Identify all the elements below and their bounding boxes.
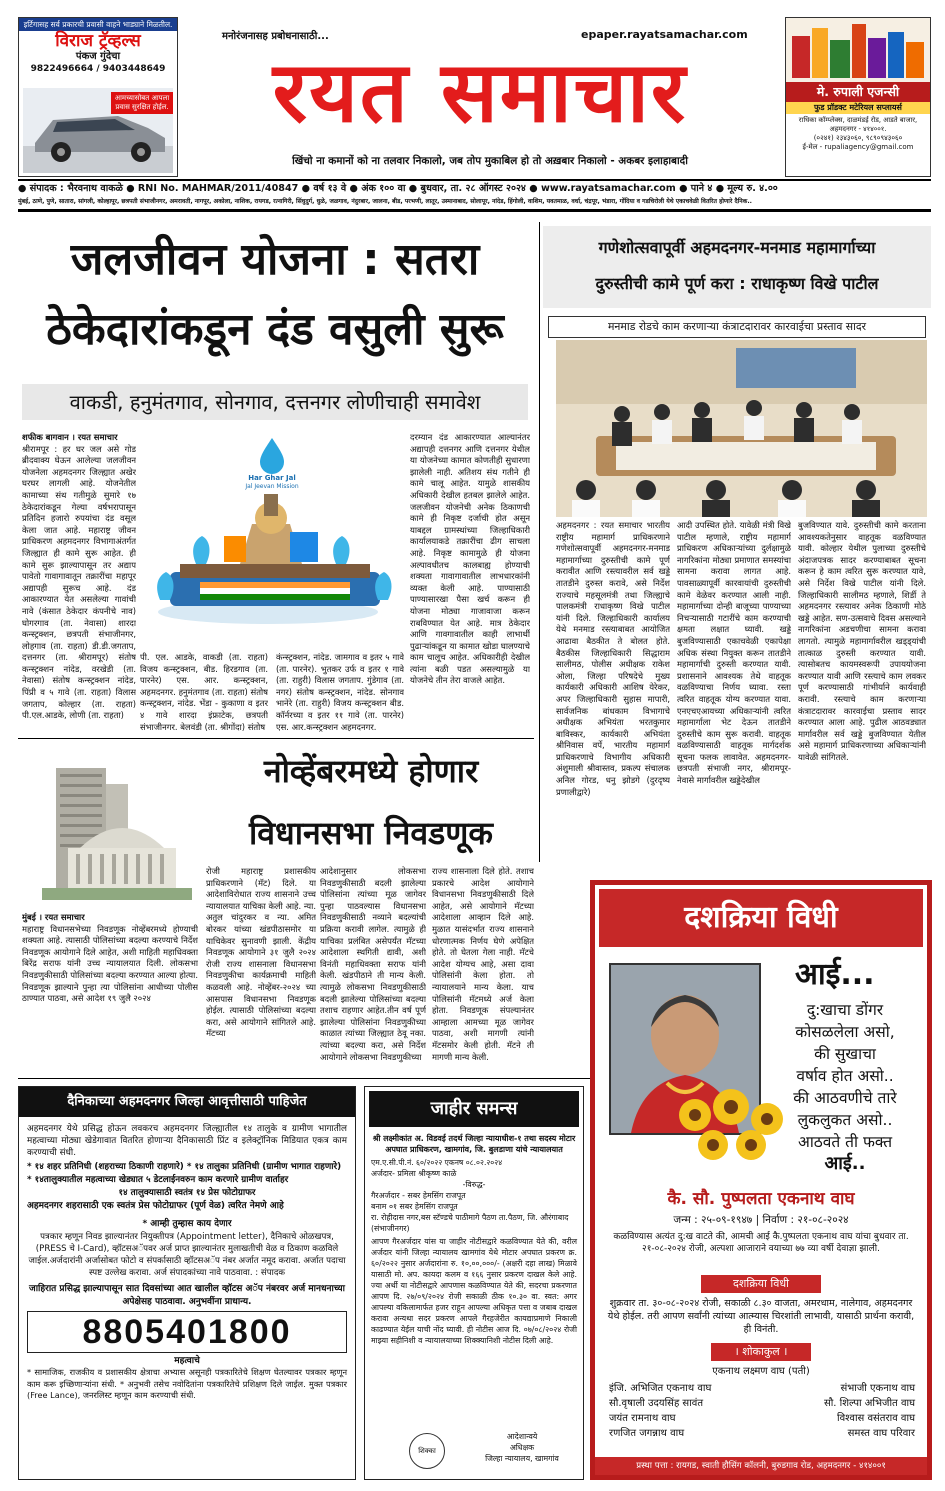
har-ghar-jal-logo: Har Ghar Jal — [248, 474, 296, 482]
product-image — [786, 18, 930, 82]
jal-jeevan-mission-label: Jal Jeevan Mission — [245, 483, 299, 490]
family-head: एकनाथ लक्ष्मण वाघ (पती) — [712, 1366, 810, 1377]
shokakul-label: । शोकाकुल । — [711, 1343, 811, 1361]
story1-text-col2a: पी. एल. आडके, वाकडी (ता. राहता) विजय कन्स्ट्रक्शन, बीड. हिरडगाव (ता. पारनेर) एस. आर. कन्स्ट्रक्शन, अहमदनगर. हनुमंतगाव (ता. राहता) संतोष कन्स्ट्रक्शन, नांदेड. भेंडा - कुकाणा व इतर ४ गावे शारदा इंफ्राटेक, छत्रपती संभाजीनगर. बेलवंडी (ता. श्रीगोंदा) संतोष — [140, 652, 268, 732]
summons-body: आपण गैरअर्जदार यांस या जाहीर नोटीसद्वारे कळविण्यात येते की, वरील अर्जदार यांनी जिल्हा न्यायालय खामगांव येथे मोटार अपघात प्रकरण क्र. ६०/२०२२ नुसार अर्जदारांना रु. १०,००,०००/- (अक्षरी दहा लाख) मिळावे यासाठी मो. अप. कायदा कलम व १६६ नुसार प्रकरण दाखल केले आहे. ज्या अर्थी या नोटीसद्वारे आपणास कळविण्यात येते की, सदरचा प्रकरणात आपण दि. २७/०९/२०२४ रोजी सकाळी ठीक १०.३० वा. स्वत: अगर आपल्या वकिलामार्फत हजर राहून आपल्या अधिकृत पत्ता व जबाब दाखल करावा अन्यथा सदर प्रकरण आपले गैरहजेरीत कायद्याप्रमाणे निकाली काढण्यात येईल याची नोंद घ्यावी. ही नोटीस आज दि. ०७/०८/२०२४ रोजी माझ्या सहीनिशी व न्यायालयाच्या शिक्क्यानिशी नोटीस दिली आहे. — [371, 1237, 577, 1345]
court-seal-label: शिक्का — [418, 1446, 436, 1455]
story1-subhead: वाकडी, हनुमंतगाव, सोनगाव, दत्तनगर लोणीचाही समावेश — [22, 384, 528, 420]
newspaper-title: रयत समाचार — [272, 43, 688, 141]
story3-headline-line2: विधानसभा निवडणूक — [248, 814, 494, 852]
story3-byline: मुंबई । रयत समाचार — [22, 912, 85, 922]
summons-address: रा. रोहीदास नगर,बस स्टॅण्डचे पाठीमागे पैठण ता.पैठण, जि. औरंगाबाद (संभाजीनगर) — [371, 1213, 569, 1233]
family-member: इंजि. अभिजित एकनाथ वाघ — [609, 1383, 712, 1394]
summons-title: जाहीर समन्स — [369, 1091, 579, 1127]
masthead-quote: खिंचो ना कमानों को ना तलवार निकालो, जब तोप मुकाबिल हो तो अख़बार निकालो - अकबर इलाहाबादी — [292, 155, 688, 167]
left-ad-name: विराज ट्रॅव्हल्स — [55, 31, 141, 51]
meeting-photo — [556, 340, 927, 517]
story3-text-col4: राज्य शासनाला दिले होते. तशाच प्रकारचे आदेश आयोगाने विधानसभा निवडणुकीसाठी दिले आहेत, असे आयोगाने मॅटच्या आदेशाला आव्हान दिले आहे. मुळात यासंदर्भात राज्य शासनाने धोरणात्मक निर्णय घेणे अपेक्षित होते. तो घेतला गेला नाही. मॅटचे आदेश योग्यच आहे, असा दावा पोलिसांनी केला होता. तो न्यायालयाने मान्य केला. याच पोलिसांनी मॅटमध्ये अर्ज केला होता. निवडणूक संपल्यानंतर आम्हाला आमच्या मूळ जागेवर पाठवा, अशी मागणी त्यांनी मॅटसमोर केली होती. मॅटने ती मागणी मान्य केली. — [432, 866, 534, 1062]
poem — [765, 999, 925, 1175]
right-ad-phones: (०२४१) २३४३०६०, ९८९०९४३०६० — [813, 134, 903, 142]
column-divider-right — [539, 222, 540, 862]
story2-subhead: मनमाड रोडचे काम करणाऱ्या कंत्राटदारावर कारवाईचा प्रस्ताव सादर — [548, 316, 926, 338]
story2-headline-box — [543, 226, 931, 308]
reporters-ad-line1: * १४ शहर प्रतिनिधी (शहराच्या ठिकाणी राहणारे) * १४ तालुका प्रतिनिधी (ग्रामीण भागात राहणारे) — [27, 1162, 342, 1172]
story3-text-col2: रोजी महाराष्ट्र प्रशासकीय प्राधिकरणाने (मॅट) दिले. या आदेशाविरोधात राज्य शासनाने उच्च न्यायालयात याचिका केली आहे. न्या. अतुल चांदुरकर व न्या. अमित बोरकर यांच्या खंडपीठासमोर या याचिकेवर सुनावणी झाली. केंद्रीय निवडणूक आयोगाने ३१ जुलै २०२४ रोजी राज्य शासनाला विधानसभा निवडणुकीचा कार्यक्रमाची माहिती कळवली आहे. नोव्हेंबर-२०२४ च्या आसपास विधानसभा निवडणूक होईल. त्यासाठी पोलिसांच्या बदल्या करा, असे आयोगाने सांगितले आहे. मॅटच्या — [206, 866, 316, 1039]
notice-intro: कळविण्यास अत्यंत दु:ख वाटते की, आमची आई कै.पुष्पलता एकनाथ वाघ यांचा बुधवार ता. २१-०८-२०२४ रोजी, अल्पशा आजाराने वयाच्या ७७ व्या वर्षी देवाज्ञा झाली. — [613, 1232, 909, 1254]
story2-text-col2: आदी उपस्थित होते. यावेळी मंत्री विखे पाटील म्हणाले, राष्ट्रीय महामार्ग प्राधिकरण अधिकाऱ्यांच्या दुर्लक्षामुळे नागरिकांना मोठ्या प्रमाणात समस्यांचा सामना करावा लागत आहे. पावसाळ्यापूर्वी कारवायांची दुरुस्तीची कामे वेळेवर करण्यात आली नाही. महामार्गाच्या दोन्ही बाजूच्या पाण्याच्या निचऱ्यासाठी गटारींचे काम करण्याची क्षमता लक्षात घ्यावी. खड्डे बुजविण्यासाठी एकाचवेळी एकापेक्षा अधिक संस्था नियुक्त करून तातडीने महामार्गाची दुरुस्ती करण्यात यावी. प्रशासनाने आवश्यक तेथे वाहतूक वळविण्याचा निर्णय घ्यावा. रस्ता त्वरित वाहतूक योग्य करण्यात यावा. एनएचएआयच्या अधिकाऱ्यांनी त्वरित महामार्गाला भेट देऊन तातडीने दुरुस्तीचे काम सुरू करावी. वाहतूक वळविण्यासाठी वाहतूक मार्गदर्शक सूचना फलक लावावेत. अहमदनगर-छत्रपती संभाजी नगर, श्रीरामपूर-नेवासे मार्गावरील खड्डेदेखील — [677, 520, 791, 786]
family-member: जयंत रामनाथ वाघ — [609, 1413, 676, 1424]
dashkriya-title: दशक्रिया विधी — [599, 889, 923, 947]
family-member: संभाजी एकनाथ वाघ — [840, 1383, 915, 1394]
jal-jeevan-image — [140, 432, 403, 647]
family-member: रणजित जगन्नाथ वाघ — [609, 1428, 685, 1439]
summons-vs: -विरुद्ध- — [462, 1180, 486, 1189]
reporters-ad-phone[interactable]: 8805401800 — [27, 1311, 347, 1353]
deceased-dates: जन्म : २५-०९-१९४७ | निर्वाण : २१-०८-२०२४ — [673, 1214, 849, 1226]
family-member: विश्वास वसंतराव वाघ — [837, 1413, 915, 1424]
reporters-ad-line3: १४ तालुक्यासाठी स्वतंत्र १४ प्रेस फोटोग्राफर — [118, 1188, 256, 1198]
summons-sign-line: जिल्हा न्यायालय, खामगांव — [485, 1454, 559, 1463]
summons-court: श्री लक्ष्मीकांत अ. विडवई तदर्थ जिल्हा न्यायाधीश-१ तथा सदस्य मोटार अपघात प्राधिकरण, खामगांव, जि. बुलडाणा यांचे न्यायालयात — [372, 1134, 576, 1154]
story2-text-col1: अहमदनगर : रयत समाचार भारतीय राष्ट्रीय महामार्ग प्राधिकरणाने गणेशोत्सवापूर्वी अहमदनगर-मनमाड महामार्गाच्या दुरुस्तीची कामे पूर्ण करावीत आणि रस्त्यावरील सर्व खड्डे तातडीने दुरुस्त करावे, असे निर्देश राज्याचे महसूलमंत्री तथा जिल्ह्याचे पालकमंत्री राधाकृष्ण विखे पाटील यांनी दिले. जिल्हाधिकारी कार्यालय येथे मनमाड रस्त्याबाबत आयोजित आढावा बैठकीत ते बोलत होते. बैठकीस जिल्हाधिकारी सिद्धाराम सालीमठ, पोलीस अधीक्षक राकेश ओला, जिल्हा परिषदेचे मुख्य कार्यकारी अधिकारी आशिष येरेकर, अपर जिल्हाधिकारी सुहास मापारी, सार्वजनिक बांधकाम विभागाचे अधीक्षक अभियंता भरतकुमार बाविस्कर, कार्यकारी अभियंता श्रीनिवास वर्पे, भारतीय महामार्ग प्राधिकरणाचे विभागीय अधिकारी अंशुमाली श्रीवास्तव, प्रकल्प संचालक अनिल गोरड, धनु झोडगे (दुरदृष्य प्रणालीद्वारे) — [556, 520, 670, 797]
story3-bottom-rule — [18, 1078, 596, 1079]
story1-text-col1: श्रीरामपूर : हर घर जल असे गोड ब्रीदवाक्य घेऊन आलेल्या जलजीवन योजनेला अहमदनगर जिल्ह्यात अखेर घरघर लागली आहे. योजनेतील कामाच्या संथ गतीमुळे सुमारे १७ ठेकेदारांकडून गेल्या वर्षभरापासून प्रतिदिन हजारो रुपयांचा दंड वसूल केला जात आहे. महाराष्ट्र जीवन प्राधिकरण अहमदनगर विभागाअंतर्गत जिल्ह्यात ही कामे सुरू आहेत. ही कामे सुरू झाल्यापासून तर अद्याप पावेतो गावागावातून तक्रारींचा महापूर अद्यापही सुरूच आहे. दंड आकारण्यात येत असलेल्या गावांची नावे (कंसात ठेकेदार कंपनीचे नाव) घोगरगाव (ता. नेवासा) शारदा कन्स्ट्रक्शन, छत्रपती संभाजीनगर, लोहगाव (ता. राहता) डी.डी.जगताप, दत्तनगर (ता. श्रीरामपूर) संतोष कन्स्ट्रक्शन नांदेड, वरखेडी (ता. नेवासा) संतोष कन्स्ट्रक्शन नांदेड, पिंप्री व ५ गावे (ता. राहता) विलास जगताप, कोल्हार (ता. राहता) पी.एल.आडके, लोणी (ता. राहता) — [22, 443, 136, 721]
reporters-ad-note: जाहिरात प्रसिद्ध झाल्यापासून सात दिवसांच्या आत खालील व्हॉटस अॅप नंबरवर अर्ज मानधनाच्या अपेक्षेसह पाठवावा. अनुभवींना प्राधान्य. — [29, 1284, 345, 1307]
left-ad-owner: पंकज गुंदेचा — [75, 51, 121, 62]
masthead-rule-top — [18, 179, 931, 181]
notice-address: प्रस्था पत्ता : रायगड, स्वाती हौसिंग कॉलनी, बुरुडगाव रोड, अहमदनगर - ४१४००१ — [595, 1457, 927, 1475]
poem-line: की आठवणीचे तारे — [793, 1089, 897, 1107]
story1-text-col3: दरम्यान दंड आकारण्यात आल्यानंतर अद्यापही दत्तनगर आणि दत्तनगर येथील या योजनेच्या कामात कोणतीही सुधारणा झालेली नाही. अतिशय संथ गतीने ही कामे चालू आहेत. यामुळे शासकीय अधिकारी देखील हतबल झालेले आहेत. जलजीवन योजनेची अनेक ठिकाणची कामे ही निकृष्ट दर्जाची होत असून याबद्दल ग्रामस्थांच्या जिल्हाधिकारी कार्यालयाकडे तक्रारींचा ढीग साचला आहे. निकृष्ट कामामुळे ही योजना अल्पावधीतच कालबाह्य होण्याची शक्यता गावागावातील लाभधारकांनी व्यक्त केली आहे. पाण्यासाठी पाण्यासारखा पैसा खर्च करून ही योजना मोठ्या गाजावाजा करून राबविण्यात येत आहे. मात्र ठेकेदार आणि गावगावातील काही लाभार्थी पुढाऱ्यांकडून या कामात खोडा घालण्याचे काम चालूच आहेत. अधिकारीही देखील त्यांना बळी पडत असल्यामुळे या योजनेचे तीन तेरा वाजले आहेत. — [410, 432, 530, 686]
summons-applicant: अर्जदार- प्रमिला श्रीकृष्ण काळे — [371, 1169, 457, 1178]
poem-line: कोसळलेला असो, — [795, 1023, 895, 1041]
story3-headline-line1: नोव्हेंबरमध्ये होणार — [263, 752, 479, 790]
dashkriya-notice — [590, 880, 932, 1480]
reporters-ad-important-label: महत्वाचे — [174, 1356, 200, 1366]
poem-line: की सुखाचा — [814, 1045, 876, 1063]
aai-heading: आई... — [795, 957, 875, 992]
poem-line: वर्षाव होत असो.. — [796, 1067, 894, 1085]
family-member: सौ.वृषाली उदयसिंह सावंत — [609, 1398, 704, 1409]
story1-text-col2b: कंन्स्ट्रक्शन, नांदेड. जामगाव व इतर ५ गावे (ता. पारनेर). भुतकर उर्फ व इतर १ गावे (ता. राहुरी) विलास जगताप. गुंडेगाव (ता. नगर) संतोष कन्स्ट्रक्शन, नांदेड. सोनगाव भानेरे (ता. राहुरी) विजय कन्स्ट्रक्शन बीड. कॉर्नरच्या व इतर ११ गावे (ता. पारनेर) एस. आर.कन्स्ट्रक्शन अहमदनगर. — [276, 652, 404, 732]
deceased-name: कै. सौ. पुष्पलता एकनाथ वाघ — [667, 1189, 855, 1209]
vidhi-text: शुक्रवार ता. ३०-०८-२०२४ रोजी, सकाळी ८.३० वाजता, अमरधाम, नालेगाव, अहमदनगर येथे होईल. तरी आपण सर्वांनी त्यांच्या आत्म्यास चिरशांती लाभावी, यासाठी प्रार्थना करावी, ही विनंती. — [607, 1298, 915, 1335]
reporters-ad-offer-title: * आम्ही तुम्हास काय देणार — [142, 1219, 232, 1229]
family-member: समस्त वाघ परिवार — [847, 1428, 915, 1439]
reporters-ad-intro: अहमदनगर येथे प्रसिद्ध होऊन लवकरच अहमदनगर जिल्ह्यातील १४ तालुके व ग्रामीण भागातील महत्वाच्या मोठ्या खेडेगावात वितरित होणाऱ्या दैनिकासाठी प्रिंट व इलेक्ट्रॉनिक मिडियात एकत्र काम करण्याची संधी. — [27, 1124, 347, 1158]
right-ad-name: मे. रुपाली एजन्सी — [786, 82, 930, 102]
summons-respondent: गैरअर्जदार - सबर हेमसिंग राजपूत — [371, 1191, 466, 1200]
summons-signature — [467, 1431, 577, 1464]
poem-line: लुकलुकत असो.. — [797, 1111, 893, 1129]
poem-line: दु:खाचा डोंगर — [806, 1001, 884, 1019]
story2-headline-line2: दुरुस्तीची कामे पूर्ण करा : राधाकृष्ण विखे पाटील — [595, 274, 879, 293]
left-ad-travels — [18, 17, 178, 177]
family-member: सौ. शिल्पा अभिजीत वाघ — [823, 1398, 915, 1409]
vidhi-label: दशक्रिया विधी — [701, 1275, 821, 1293]
right-ad-address: राधिका कॉम्प्लेक्स, दाळमंडई रोड, आडते बाजार, अहमदनगर - ४१४००१. — [798, 116, 918, 133]
info-bar: ● संपादक : भैरवनाथ वाकळे ● RNI No. MAHMAR/2011/40847 ● वर्ष १३ वे ● अंक १०० वा ● बुधवार, ता. २८ ऑगस्ट २०२४ ● www.rayatsamachar.com ● पाने ४ ● मूल्य रु. ४.०० — [18, 183, 778, 194]
reporters-ad-important: * सामाजिक, राजकीय व प्रशासकीय क्षेत्राचा अभ्यास असूनही पत्रकारितेचे शिक्षण घेतल्यावर पत्रकार म्हणून काम करू इच्छिणाऱ्यांना संधी. * अनुभवी तसेच नवोदितांना पत्रकारितेचे प्रशिक्षण दिले जाईल. मुक्त पत्रकार (Free Lance), जनरलिस्ट म्हणून काम करण्याची संधी. — [27, 1367, 347, 1400]
story1-headline-line2: ठेकेदारांकडून दंड वसुली सुरू — [46, 304, 504, 355]
story2-headline-line1: गणेशोत्सवापूर्वी अहमदनगर-मनमाड महामार्गाच्या — [598, 238, 876, 257]
poem-line: आई.. — [824, 1153, 866, 1174]
story1-headline-line1: जलजीवन योजना : सतरा — [70, 234, 480, 285]
summons-sign-line: आदेशान्वये — [506, 1432, 538, 1441]
reporters-wanted-ad — [18, 1086, 356, 1480]
distribution-cities: मुंबई, ठाणे, पुणे, सातारा, सांगली, कोल्हापूर, छत्रपती संभाजीनगर, अमरावती, नागपूर, अकोला, नाशिक, रायगड, रत्नागिरी, सिंधुदुर्ग, धुळे, जळगाव, नंदुरबार, जालना, बीड, परभणी, लातूर, उस्मानाबाद, सोलापूर, नांदेड, हिंगोली, वाशिम, यवतमाळ, वर्धा, चंद्रपूर, भंडारा, गोंदिया व गडचिरोली येथे एकाचवेळी वितरित होणारे दैनिक.. — [18, 198, 752, 205]
epaper-link[interactable]: epaper.rayatsamachar.com — [581, 28, 748, 41]
summons-to: बनाम ०१ सबर हेमसिंग राजपूत — [371, 1202, 458, 1211]
left-ad-phones: 9822496664 / 9403448649 — [30, 64, 166, 74]
story1-bottom-rule — [18, 738, 534, 739]
reporters-ad-offer: पत्रकार म्हणून निवड झाल्यानंतर नियुक्तीपत्र (Appointment letter), दैनिकाचे ओळखपत्र, (PRESS चे I-Card), व्हॉटसअॅपवर अर्ज प्राप्त झाल्यानंतर मुलाखतीची वेळ व ठिकाण कळविले जाईल.अर्जदारांनी अर्जासोबत फोटो व संपर्कासाठी व्हॉटसअॅप नंबर अर्जात नमूद करावा. अर्जात पदाचा स्पष्ट उल्लेख करावा. अर्ज संपादकांच्या नावे पाठवावा. : संपादक — [28, 1232, 346, 1278]
public-summons — [364, 1086, 584, 1480]
reporters-ad-line2: * १४तालुक्यातील महत्वाच्या खेड्यात ५ डेटलाईनवरुन काम करणारे ग्रामीण वार्ताहर — [27, 1175, 289, 1185]
right-ad-email: ई-मेल - rupaliagency@gmail.com — [802, 143, 914, 151]
summons-sign-line: अधिक्षक — [509, 1443, 535, 1452]
summons-case: एम.ए.सी.पी.नं. ६०/२०२२ एकनष ०८.०२.२०२४ — [371, 1158, 503, 1167]
right-ad-subtitle: फुड प्रॉडक्ट मटेरियल सप्लायर्स — [786, 102, 930, 114]
left-ad-slogan: आमच्यासोबत आपला प्रवास सुरक्षित होईल. — [111, 92, 173, 114]
vidhan-bhavan-photo — [22, 744, 202, 910]
masthead-rule-bottom — [18, 209, 931, 212]
story1-column-1 — [22, 432, 136, 732]
poem-line: आठवते ती फक्त — [797, 1133, 893, 1151]
court-seal — [409, 1433, 445, 1469]
story3-text-col1: महाराष्ट्र विधानसभेच्या निवडणूक नोव्हेंबरमध्ये होण्याची शक्यता आहे. त्यासाठी पोलिसांच्या बदल्या करण्याचे निर्देश निवडणूक आयोगाने दिले आहेत, अशी माहिती महाधिवक्ता बिरेंद्र सराफ यांनी उच्च न्यायालयात दिली. लोकसभा निवडणुकीसाठी पोलिसांच्या बदल्या करण्यात आल्या होत्या. निवडणूक झाल्याने पुन्हा त्या पोलिसांना आधीच्या पोलीस ठाण्यात पाठवा, असे आदेश १९ जुलै २०२४ — [22, 923, 198, 1004]
story1-byline: शफीक बागवान । रयत समाचार — [22, 432, 118, 442]
masthead-tagline: मनोरंजनासह प्रबोधनासाठी... — [222, 31, 329, 42]
story3-text-col3: आदेशानुसार लोकसभा निवडणुकीसाठी बदली झालेल्या पोलिसांना त्यांच्या मूळ जागेवर पुन्हा पाठवल्यास विधानसभा निवडणुकीसाठी नव्याने बदल्यांची प्रक्रिया करावी लागेल. त्यामुळे ही याचिका प्रलंबित असेपर्यंत मॅटच्या आदेशाला स्थगिती द्यावी, अशी विनंती महाधिवक्ता सराफ यांनी केली. खंडपीठाने ती मान्य केली. त्यामुळे लोकसभा निवडणुकीसाठी बदली झालेल्या पोलिसांच्या बदल्या तशाच राहणार आहेत.तीन वर्ष पूर्ण झालेल्या पोलिसांना निवडणुकीच्या काळात त्यांच्या जिल्ह्यात ठेवू नका. त्यांच्या बदल्या करा, असे निर्देश आयोगाने लोकसभा निवडणुकीच्या — [320, 866, 426, 1062]
left-ad-top-text: इर्टिगासह सर्व प्रकारची प्रवासी वाहने भाड्याने मिळतील. — [19, 18, 177, 31]
reporters-ad-line4: अहमदनगर शहरासाठी एक स्वतंत्र प्रेस फोटोग्राफर (पूर्ण वेळ) त्वरित नेमणे आहे — [27, 1201, 284, 1211]
story2-text-col3: बुजविण्यात यावे. दुरुस्तीची कामे करताना आवश्यकतेनुसार वाहतूक वळविण्यात यावी. कोल्हार येथील पुलाच्या दुरुस्तीचे अंदाजपत्रक सादर करण्याबाबत सूचना करून हे काम त्वरित सुरू करण्यात यावे, असे निर्देश विखे पाटील यांनी दिले. जिल्हाधिकारी सालीमठ म्हणाले, शिर्डी ते अहमदनगर रस्त्यावर अनेक ठिकाणी मोठे खड्डे आहेत. सण-उत्सवाचे दिवस असल्याने नागरिकांना अडचणीचा सामना करावा लागतो. त्यामुळे महामार्गावरील खड्ड्यांची तात्काळ दुरुस्ती करण्यात यावी. त्यासोबतच कायमस्वरूपी उपाययोजना करण्यात यावी आणि रस्त्याचे काम लवकर पूर्ण करण्यासाठी गांभीर्याने कार्यवाही करावी. रस्त्याचे काम करणाऱ्या कंत्राटदारावर कारवाईचा प्रस्ताव सादर करण्यात आला आहे. पुढील आठवड्यात मार्गावरील सर्व खड्डे बुजविण्यात येतील असे महामार्ग प्राधिकरणाच्या अधिकाऱ्यांनी यावेळी सांगितले. — [798, 520, 926, 762]
family-list — [609, 1381, 915, 1441]
right-ad-agency — [785, 17, 931, 177]
story3-column-1 — [22, 912, 198, 1072]
reporters-ad-title: दैनिकाच्या अहमदनगर जिल्हा आवृत्तीसाठी पाहिजेत — [19, 1087, 355, 1117]
